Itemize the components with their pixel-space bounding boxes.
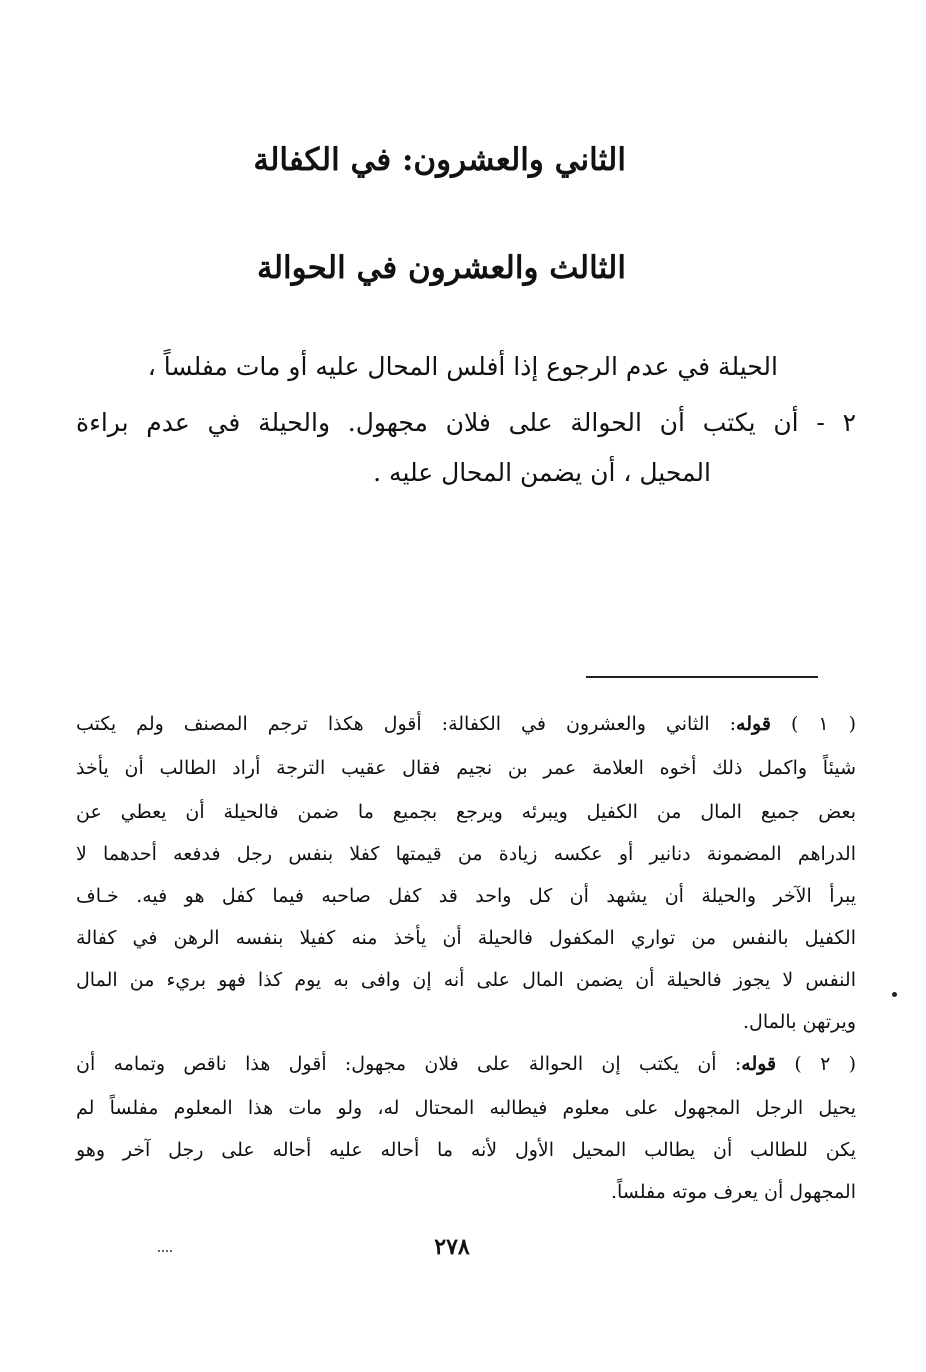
scan-speck — [158, 1250, 172, 1254]
footnote-1-line — [76, 712, 856, 736]
footnote-1-line: ويرتهن بالمال. — [743, 1011, 856, 1033]
footnote-2-line: المجهول أن يعرف موته مفلساً. — [610, 1181, 856, 1203]
footnote-2-line: يكن للطالب أن يطالب المحيل الأول لأنه ما أحاله عليه أحاله على رجل آخر وهو — [76, 1139, 856, 1161]
footnote-1-line: الكفيل بالنفس من تواري المكفول فالحيلة أن يأخذ منه كفيلا بنفسه الرهن في كفالة — [76, 927, 856, 949]
footnote-text: : أن يكتب إن الحوالة على فلان مجهول: أقول هذا ناقص وتمامه أن — [76, 1053, 742, 1075]
footnote-2-keyword: قوله — [741, 1053, 777, 1075]
footnote-2-line — [76, 1052, 856, 1076]
footnote-separator — [586, 676, 818, 678]
footnote-1-line: النفس لا يجوز فالحيلة أن يضمن المال على أنه إن وافى به يوم كذا فهو بريء من المال — [76, 969, 856, 991]
body-text-line: الحيلة في عدم الرجوع إذا أفلس المحال عليه أو مات مفلساً ، — [147, 352, 778, 381]
body-text-line: المحيل ، أن يضمن المحال عليه . — [373, 458, 711, 487]
footnote-1-line: يبرأ الآخر والحيلة أن يشهد أن كل واحد قد كفل صاحبه فيما كفل هو فيه. خـاف — [76, 885, 856, 907]
footnote-1-line: بعض جميع المال من الكفيل ويبرئه ويرجع بجميع ما ضمن فالحيلة أن يعطي عن — [76, 801, 856, 823]
chapter-heading-kafala: الثاني والعشرون: في الكفالة — [253, 142, 626, 178]
body-text-line: ٢ - أن يكتب أن الحوالة على فلان مجهول. والحيلة في عدم براءة — [76, 408, 856, 437]
footnote-2-marker: ( ٢ ) — [794, 1053, 857, 1075]
page-number: ٢٧٨ — [434, 1234, 470, 1260]
chapter-heading-hawala: الثالث والعشرون في الحوالة — [256, 250, 626, 286]
footnote-1-line: شيئاً واكمل ذلك أخوه العلامة عمر بن نجيم فقال عقيب الترجة أراد الطالب أن يأخذ — [76, 757, 856, 779]
footnote-2-line: يحيل الرجل المجهول على معلوم فيطالبه المحتال له، ولو مات هذا المعلوم مفلساً لم — [76, 1097, 856, 1119]
footnote-1-keyword: قوله — [736, 713, 771, 735]
footnote-text: : الثاني والعشرون في الكفالة: أقول هكذا ترجم المصنف ولم يكتب — [76, 713, 737, 735]
footnote-1-line: الدراهم المضمونة دنانير أو عكسه زيادة من قيمتها كفلا بنفس رجل فدفعه أحدهما لا — [76, 843, 856, 865]
footnote-1-marker: ( ١ ) — [790, 713, 856, 735]
scan-speck — [892, 992, 897, 997]
